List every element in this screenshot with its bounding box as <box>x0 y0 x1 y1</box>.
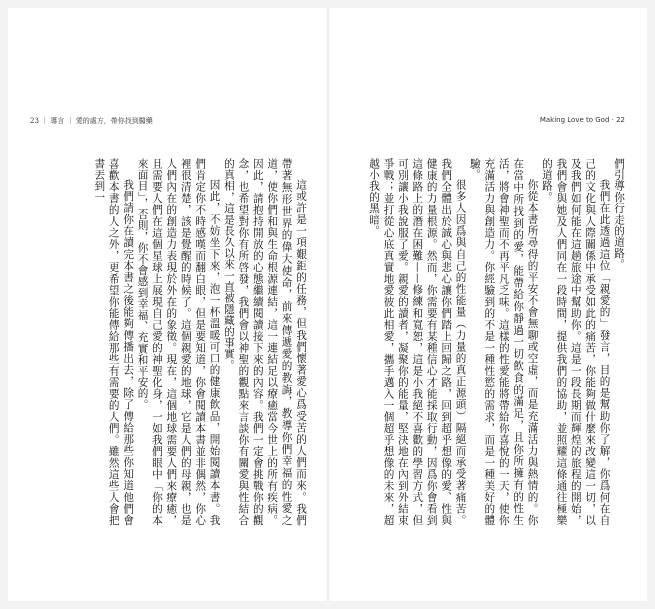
left-page <box>8 8 328 601</box>
body-paragraph: 們引導你行走的道路。 <box>613 158 625 270</box>
body-paragraph: 這或許是一項艱鉅的任務，但我們懷著愛心爲受苦的人們而來。我們帶著無形世界的偉大使命，前來傳遞愛的教誨，教導你們幸福的性愛之道，使你們和與生命根源連結，這一連結足以療癒當今世上的所有疾病。因此，請抱持開放的心態繼續閱讀接下來的內容。我們一定會挑戰你的觀念，也希望對你有所啓發，我們會以神聖的觀點來言談你有關愛與性結合的真相，這是長久以來一直被隱藏的事實。 <box>222 158 307 526</box>
body-paragraph: 你從本書所尋得的平安不會無聊或空虛，而是充滿活力與熱情的。你在當中所找到的愛，能帶給你靜過一切飲食的滿足，且你所擁有的性生活，將會神聖而不再平凡乏味。這樣的性愛能將帶給你喜悅的一天，使你充滿活力與創造力。你經驗到的不是一種性慾的需求，而是一種美好的體驗。 <box>468 158 539 526</box>
left-running-header: 23 ｜ 導言 ｜ 愛的處方，帶你找到醫藥 <box>30 117 153 125</box>
right-page-body <box>340 158 626 526</box>
book-spread <box>8 8 647 601</box>
body-paragraph: 因此，不妨坐下來，泡一杯溫暖可口的健康飲品，開始閱讀本書。我們肯定你不時感嘆而翻白眼，但是要知道，你會閱讀本書並非偶然，你心裡很清楚，該是覺醒的時候了。這個親愛的地球，它是人們的母親，也是人們內在的創造力表現於外在的象徵。現在，這個地球需要人們來療癒，且需要人們在這個星球上展現自己愛的神聖化身，一如我們眼中「你的本來面目」，否則，你不會感到幸福、充實和平安的。 <box>136 158 221 526</box>
body-paragraph: 我們在此透過這位「親愛的」發言，目的是幫助你了解，你爲何在自己的文化與人際關係中承受如此的痛苦，你能夠做什麼來改變這一切，以及我們如何能在這趟旅途中幫助你。這是一段長期而輝煌的旅程的開始，我們會與她及人們同在一段時間，提供我們的協助，並照耀這條通往極樂的道路。 <box>540 158 611 526</box>
left-page-body <box>26 158 308 526</box>
right-running-header: Making Love to God · 22 <box>539 116 625 124</box>
right-page <box>328 8 647 601</box>
body-paragraph: 很多人因爲與自己的性能量（力量的真正源頭）隔絕而承受著痛苦。我們全體出於誠心與悲心讓你們踏上回歸之路，回到超乎想像的愛、性與健康的力量根源。然而，你需要有某種信心才能採取行動，因爲你會看到這條路上的潛在困難——修練和寬恕，這是小我絕不喜歡的學習方式，但可別讓小我說服了愛。親愛的讀者，凝聚你的能量，堅決地在內到外結束爭戰；並打從心底真實地愛彼此相愛，攜手邁入一個超乎想像的未來，超越小我的黑暗。 <box>368 158 467 526</box>
body-paragraph: 我們請你在讀完本書之後能夠傳播出去，除了傳給那些你知道他們會喜歡本書的人之外，更希望你能傳給那些有需要的人們。雖然這些人會把書丟到一 <box>93 158 135 526</box>
